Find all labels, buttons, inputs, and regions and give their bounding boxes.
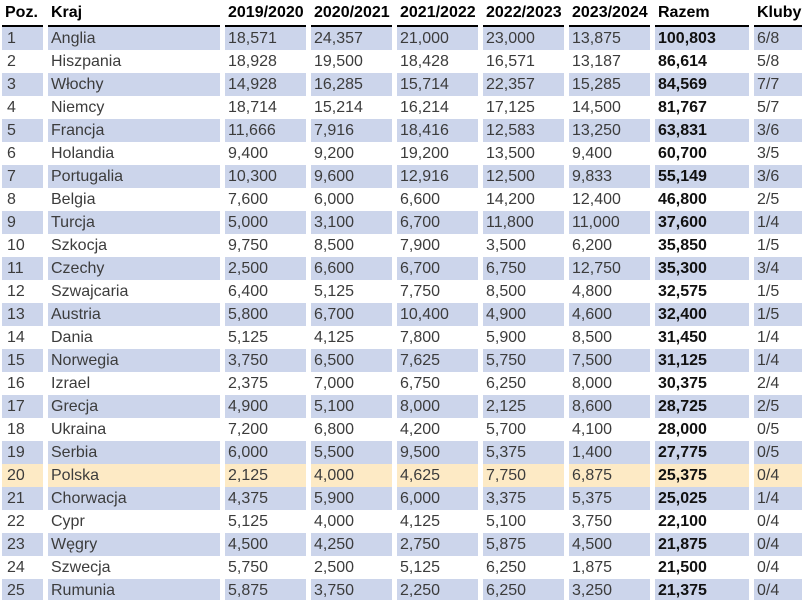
pos-cell: 11 (2, 257, 43, 280)
column-header-2021-2022: 2021/2022 (397, 0, 478, 27)
kluby-cell: 1/4 (754, 487, 802, 510)
season-2021-2022-cell: 7,625 (397, 349, 478, 372)
season-2020-2021-cell: 5,125 (311, 280, 392, 303)
season-2023-2024-cell: 1,400 (569, 441, 650, 464)
country-cell: Austria (48, 303, 220, 326)
pos-cell: 6 (2, 142, 43, 165)
kluby-cell: 0/4 (754, 556, 802, 579)
season-2021-2022-cell: 10,400 (397, 303, 478, 326)
season-2021-2022-cell: 7,750 (397, 280, 478, 303)
season-2020-2021-cell: 8,500 (311, 234, 392, 257)
season-2021-2022-cell: 8,000 (397, 395, 478, 418)
country-cell: Niemcy (48, 96, 220, 119)
pos-cell: 18 (2, 418, 43, 441)
season-2019-2020-cell: 14,928 (225, 73, 306, 96)
kluby-cell: 3/6 (754, 165, 802, 188)
season-2023-2024-cell: 4,100 (569, 418, 650, 441)
razem-cell: 32,575 (655, 280, 749, 303)
kluby-cell: 5/8 (754, 50, 802, 73)
razem-cell: 81,767 (655, 96, 749, 119)
season-2022-2023-cell: 4,900 (483, 303, 564, 326)
country-cell: Belgia (48, 188, 220, 211)
season-2019-2020-cell: 4,900 (225, 395, 306, 418)
kluby-cell: 2/4 (754, 372, 802, 395)
season-2020-2021-cell: 4,125 (311, 326, 392, 349)
season-2022-2023-cell: 16,571 (483, 50, 564, 73)
country-cell: Rumunia (48, 579, 220, 600)
season-2023-2024-cell: 4,800 (569, 280, 650, 303)
season-2020-2021-cell: 3,750 (311, 579, 392, 600)
country-cell: Węgry (48, 533, 220, 556)
season-2022-2023-cell: 6,750 (483, 257, 564, 280)
season-2021-2022-cell: 7,900 (397, 234, 478, 257)
season-2022-2023-cell: 12,583 (483, 119, 564, 142)
season-2021-2022-cell: 4,200 (397, 418, 478, 441)
pos-cell: 16 (2, 372, 43, 395)
season-2023-2024-cell: 4,600 (569, 303, 650, 326)
season-2020-2021-cell: 19,500 (311, 50, 392, 73)
pos-cell: 2 (2, 50, 43, 73)
season-2023-2024-cell: 8,600 (569, 395, 650, 418)
season-2023-2024-cell: 7,500 (569, 349, 650, 372)
pos-cell: 8 (2, 188, 43, 211)
season-2019-2020-cell: 18,571 (225, 27, 306, 50)
kluby-cell: 2/5 (754, 188, 802, 211)
season-2020-2021-cell: 7,000 (311, 372, 392, 395)
country-cell: Izrael (48, 372, 220, 395)
kluby-cell: 6/8 (754, 27, 802, 50)
season-2020-2021-cell: 5,500 (311, 441, 392, 464)
season-2021-2022-cell: 12,916 (397, 165, 478, 188)
season-2023-2024-cell: 14,500 (569, 96, 650, 119)
season-2020-2021-cell: 6,800 (311, 418, 392, 441)
country-cell: Polska (48, 464, 220, 487)
country-cell: Francja (48, 119, 220, 142)
season-2022-2023-cell: 6,250 (483, 556, 564, 579)
season-2020-2021-cell: 5,100 (311, 395, 392, 418)
season-2021-2022-cell: 4,125 (397, 510, 478, 533)
season-2022-2023-cell: 13,500 (483, 142, 564, 165)
kluby-cell: 0/5 (754, 418, 802, 441)
pos-cell: 22 (2, 510, 43, 533)
razem-cell: 86,614 (655, 50, 749, 73)
kluby-cell: 1/4 (754, 349, 802, 372)
season-2021-2022-cell: 21,000 (397, 27, 478, 50)
season-2019-2020-cell: 11,666 (225, 119, 306, 142)
razem-cell: 31,450 (655, 326, 749, 349)
season-2023-2024-cell: 13,875 (569, 27, 650, 50)
season-2020-2021-cell: 7,916 (311, 119, 392, 142)
country-cell: Hiszpania (48, 50, 220, 73)
pos-cell: 15 (2, 349, 43, 372)
season-2022-2023-cell: 11,800 (483, 211, 564, 234)
season-2019-2020-cell: 5,000 (225, 211, 306, 234)
season-2021-2022-cell: 4,625 (397, 464, 478, 487)
kluby-cell: 5/7 (754, 96, 802, 119)
country-cell: Dania (48, 326, 220, 349)
razem-cell: 25,375 (655, 464, 749, 487)
column-header-kraj: Kraj (48, 0, 220, 27)
pos-cell: 5 (2, 119, 43, 142)
season-2023-2024-cell: 15,285 (569, 73, 650, 96)
season-2021-2022-cell: 6,700 (397, 211, 478, 234)
country-cell: Szwecja (48, 556, 220, 579)
razem-cell: 21,875 (655, 533, 749, 556)
season-2019-2020-cell: 5,800 (225, 303, 306, 326)
season-2020-2021-cell: 6,500 (311, 349, 392, 372)
pos-cell: 9 (2, 211, 43, 234)
kluby-cell: 3/6 (754, 119, 802, 142)
razem-cell: 63,831 (655, 119, 749, 142)
country-cell: Norwegia (48, 349, 220, 372)
season-2023-2024-cell: 8,000 (569, 372, 650, 395)
pos-cell: 12 (2, 280, 43, 303)
season-2023-2024-cell: 3,750 (569, 510, 650, 533)
season-2019-2020-cell: 7,200 (225, 418, 306, 441)
season-2019-2020-cell: 2,375 (225, 372, 306, 395)
season-2019-2020-cell: 6,000 (225, 441, 306, 464)
season-2019-2020-cell: 9,400 (225, 142, 306, 165)
country-cell: Grecja (48, 395, 220, 418)
razem-cell: 35,300 (655, 257, 749, 280)
season-2023-2024-cell: 12,400 (569, 188, 650, 211)
season-2019-2020-cell: 5,875 (225, 579, 306, 600)
season-2020-2021-cell: 4,000 (311, 464, 392, 487)
country-cell: Chorwacja (48, 487, 220, 510)
season-2022-2023-cell: 2,125 (483, 395, 564, 418)
column-header-2019-2020: 2019/2020 (225, 0, 306, 27)
kluby-cell: 1/4 (754, 211, 802, 234)
razem-cell: 25,025 (655, 487, 749, 510)
season-2019-2020-cell: 7,600 (225, 188, 306, 211)
razem-cell: 28,725 (655, 395, 749, 418)
pos-cell: 24 (2, 556, 43, 579)
season-2021-2022-cell: 2,250 (397, 579, 478, 600)
season-2021-2022-cell: 6,000 (397, 487, 478, 510)
column-header-poz: Poz. (2, 0, 43, 27)
kluby-cell: 1/5 (754, 234, 802, 257)
season-2021-2022-cell: 15,714 (397, 73, 478, 96)
pos-cell: 1 (2, 27, 43, 50)
season-2022-2023-cell: 14,200 (483, 188, 564, 211)
country-cell: Cypr (48, 510, 220, 533)
pos-cell: 10 (2, 234, 43, 257)
column-header-razem: Razem (655, 0, 749, 27)
pos-cell: 23 (2, 533, 43, 556)
razem-cell: 46,800 (655, 188, 749, 211)
season-2022-2023-cell: 5,900 (483, 326, 564, 349)
season-2019-2020-cell: 4,375 (225, 487, 306, 510)
season-2023-2024-cell: 11,000 (569, 211, 650, 234)
season-2023-2024-cell: 8,500 (569, 326, 650, 349)
country-cell: Czechy (48, 257, 220, 280)
razem-cell: 35,850 (655, 234, 749, 257)
season-2023-2024-cell: 13,187 (569, 50, 650, 73)
pos-cell: 14 (2, 326, 43, 349)
season-2023-2024-cell: 6,875 (569, 464, 650, 487)
season-2022-2023-cell: 12,500 (483, 165, 564, 188)
kluby-cell: 0/4 (754, 510, 802, 533)
pos-cell: 19 (2, 441, 43, 464)
season-2022-2023-cell: 5,100 (483, 510, 564, 533)
season-2021-2022-cell: 19,200 (397, 142, 478, 165)
pos-cell: 20 (2, 464, 43, 487)
season-2021-2022-cell: 6,700 (397, 257, 478, 280)
kluby-cell: 2/5 (754, 395, 802, 418)
pos-cell: 4 (2, 96, 43, 119)
season-2022-2023-cell: 5,375 (483, 441, 564, 464)
kluby-cell: 0/4 (754, 464, 802, 487)
pos-cell: 25 (2, 579, 43, 600)
ranking-table (2, 0, 802, 600)
season-2019-2020-cell: 5,125 (225, 510, 306, 533)
razem-cell: 22,100 (655, 510, 749, 533)
razem-cell: 32,400 (655, 303, 749, 326)
season-2023-2024-cell: 12,750 (569, 257, 650, 280)
column-header-2022-2023: 2022/2023 (483, 0, 564, 27)
season-2023-2024-cell: 13,250 (569, 119, 650, 142)
season-2021-2022-cell: 7,800 (397, 326, 478, 349)
season-2022-2023-cell: 5,700 (483, 418, 564, 441)
column-header-2020-2021: 2020/2021 (311, 0, 392, 27)
season-2022-2023-cell: 6,250 (483, 579, 564, 600)
season-2023-2024-cell: 9,833 (569, 165, 650, 188)
season-2022-2023-cell: 7,750 (483, 464, 564, 487)
season-2020-2021-cell: 9,600 (311, 165, 392, 188)
season-2020-2021-cell: 16,285 (311, 73, 392, 96)
season-2022-2023-cell: 6,250 (483, 372, 564, 395)
razem-cell: 30,375 (655, 372, 749, 395)
razem-cell: 28,000 (655, 418, 749, 441)
razem-cell: 37,600 (655, 211, 749, 234)
season-2020-2021-cell: 6,000 (311, 188, 392, 211)
season-2019-2020-cell: 4,500 (225, 533, 306, 556)
kluby-cell: 1/5 (754, 303, 802, 326)
season-2020-2021-cell: 24,357 (311, 27, 392, 50)
season-2019-2020-cell: 5,125 (225, 326, 306, 349)
country-cell: Turcja (48, 211, 220, 234)
season-2023-2024-cell: 9,400 (569, 142, 650, 165)
season-2019-2020-cell: 18,928 (225, 50, 306, 73)
country-cell: Włochy (48, 73, 220, 96)
season-2021-2022-cell: 6,750 (397, 372, 478, 395)
season-2023-2024-cell: 6,200 (569, 234, 650, 257)
country-cell: Portugalia (48, 165, 220, 188)
season-2021-2022-cell: 18,428 (397, 50, 478, 73)
kluby-cell: 0/4 (754, 533, 802, 556)
razem-cell: 21,500 (655, 556, 749, 579)
season-2020-2021-cell: 3,100 (311, 211, 392, 234)
razem-cell: 100,803 (655, 27, 749, 50)
razem-cell: 60,700 (655, 142, 749, 165)
country-cell: Anglia (48, 27, 220, 50)
season-2023-2024-cell: 4,500 (569, 533, 650, 556)
season-2020-2021-cell: 4,000 (311, 510, 392, 533)
season-2023-2024-cell: 3,250 (569, 579, 650, 600)
razem-cell: 21,375 (655, 579, 749, 600)
season-2022-2023-cell: 3,500 (483, 234, 564, 257)
country-cell: Serbia (48, 441, 220, 464)
season-2021-2022-cell: 6,600 (397, 188, 478, 211)
kluby-cell: 1/5 (754, 280, 802, 303)
razem-cell: 84,569 (655, 73, 749, 96)
pos-cell: 7 (2, 165, 43, 188)
season-2020-2021-cell: 9,200 (311, 142, 392, 165)
country-cell: Ukraina (48, 418, 220, 441)
kluby-cell: 3/4 (754, 257, 802, 280)
season-2019-2020-cell: 10,300 (225, 165, 306, 188)
season-2020-2021-cell: 5,900 (311, 487, 392, 510)
column-header-2023-2024: 2023/2024 (569, 0, 650, 27)
season-2019-2020-cell: 18,714 (225, 96, 306, 119)
season-2022-2023-cell: 5,875 (483, 533, 564, 556)
season-2022-2023-cell: 3,375 (483, 487, 564, 510)
season-2020-2021-cell: 6,700 (311, 303, 392, 326)
country-cell: Szwajcaria (48, 280, 220, 303)
razem-cell: 31,125 (655, 349, 749, 372)
season-2022-2023-cell: 17,125 (483, 96, 564, 119)
country-cell: Holandia (48, 142, 220, 165)
season-2023-2024-cell: 5,375 (569, 487, 650, 510)
season-2020-2021-cell: 4,250 (311, 533, 392, 556)
season-2020-2021-cell: 6,600 (311, 257, 392, 280)
kluby-cell: 1/4 (754, 326, 802, 349)
pos-cell: 17 (2, 395, 43, 418)
season-2021-2022-cell: 18,416 (397, 119, 478, 142)
season-2019-2020-cell: 6,400 (225, 280, 306, 303)
kluby-cell: 0/4 (754, 579, 802, 600)
season-2023-2024-cell: 1,875 (569, 556, 650, 579)
season-2019-2020-cell: 2,125 (225, 464, 306, 487)
pos-cell: 21 (2, 487, 43, 510)
season-2022-2023-cell: 8,500 (483, 280, 564, 303)
season-2021-2022-cell: 2,750 (397, 533, 478, 556)
season-2019-2020-cell: 2,500 (225, 257, 306, 280)
column-header-kluby: Kluby (754, 0, 802, 27)
country-cell: Szkocja (48, 234, 220, 257)
season-2021-2022-cell: 5,125 (397, 556, 478, 579)
razem-cell: 55,149 (655, 165, 749, 188)
season-2019-2020-cell: 5,750 (225, 556, 306, 579)
kluby-cell: 3/5 (754, 142, 802, 165)
season-2022-2023-cell: 5,750 (483, 349, 564, 372)
pos-cell: 3 (2, 73, 43, 96)
razem-cell: 27,775 (655, 441, 749, 464)
season-2022-2023-cell: 23,000 (483, 27, 564, 50)
season-2019-2020-cell: 9,750 (225, 234, 306, 257)
season-2022-2023-cell: 22,357 (483, 73, 564, 96)
kluby-cell: 7/7 (754, 73, 802, 96)
season-2019-2020-cell: 3,750 (225, 349, 306, 372)
season-2021-2022-cell: 9,500 (397, 441, 478, 464)
kluby-cell: 0/5 (754, 441, 802, 464)
pos-cell: 13 (2, 303, 43, 326)
season-2020-2021-cell: 2,500 (311, 556, 392, 579)
season-2020-2021-cell: 15,214 (311, 96, 392, 119)
season-2021-2022-cell: 16,214 (397, 96, 478, 119)
